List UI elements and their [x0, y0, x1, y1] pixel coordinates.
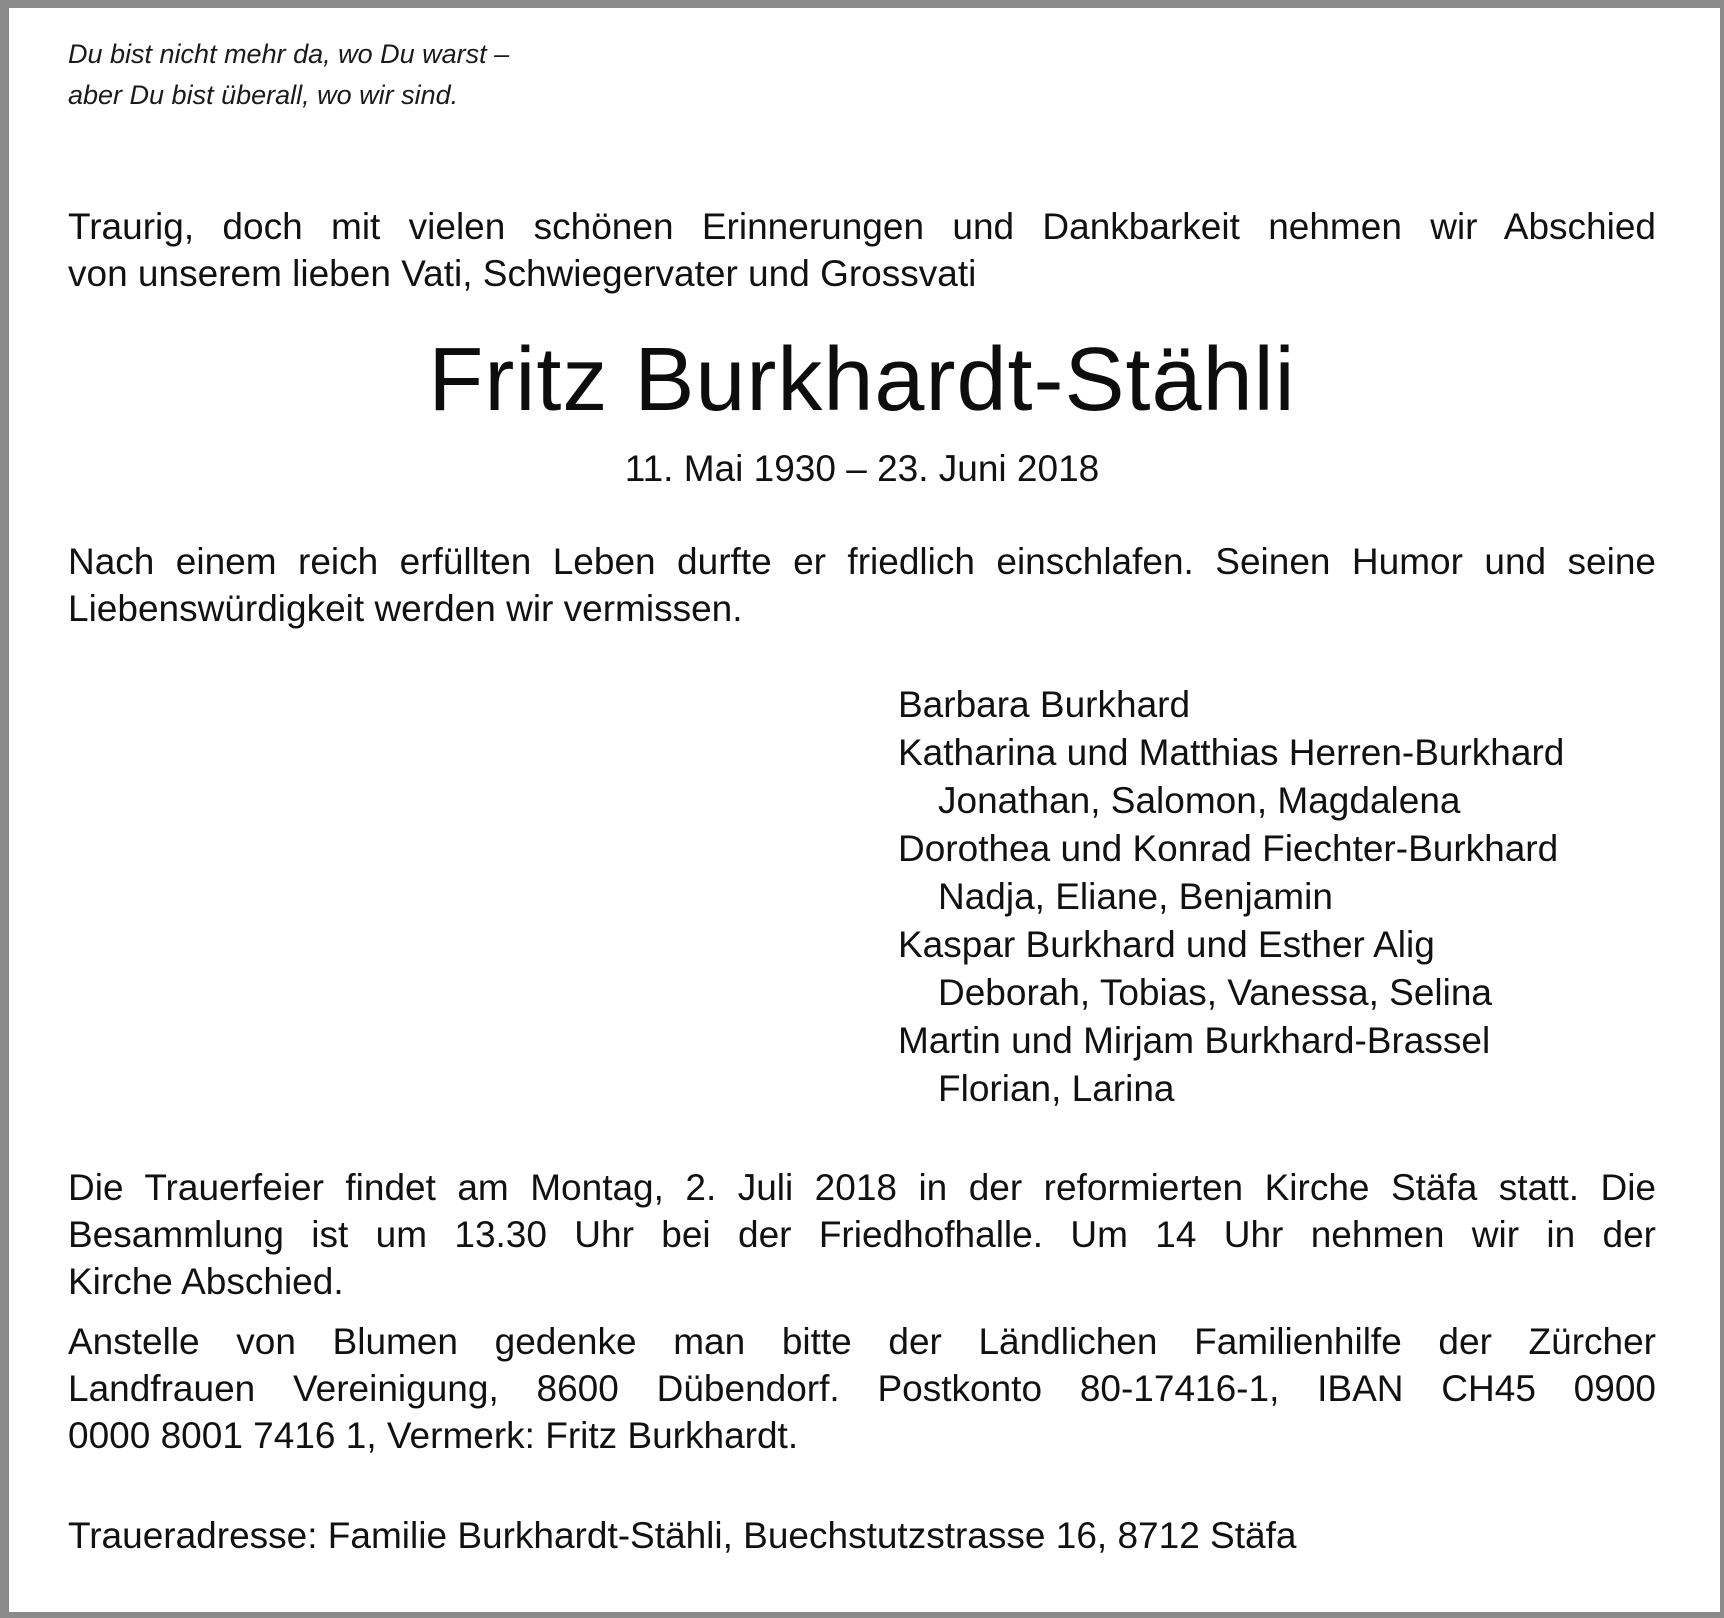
family-children: Jonathan, Salomon, Magdalena: [938, 780, 1461, 821]
family-children: Deborah, Tobias, Vanessa, Selina: [938, 972, 1492, 1013]
family-children: Nadja, Eliane, Benjamin: [938, 876, 1333, 917]
intro-line-1: Traurig, doch mit vielen schönen Erinnerungen und Dankbarkeit nehmen wir Abschied: [68, 206, 1656, 247]
intro-paragraph: [68, 203, 1656, 297]
family-members: Katharina und Matthias Herren-Burkhard: [898, 732, 1565, 773]
family-list: [898, 681, 1564, 1113]
family-members: Martin und Mirjam Burkhard-Brassel: [898, 1020, 1491, 1061]
motto-line-2: aber Du bist überall, wo wir sind.: [68, 80, 459, 110]
family-members: Dorothea und Konrad Fiechter-Burkhard: [898, 828, 1559, 869]
deceased-name: Fritz Burkhardt-Stähli: [428, 330, 1296, 430]
tribute-line-2: Liebenswürdigkeit werden wir vermissen.: [68, 588, 743, 629]
motto-line-1: Du bist nicht mehr da, wo Du warst –: [68, 39, 510, 69]
service-line-2: Besammlung ist um 13.30 Uhr bei der Friedhofhalle. Um 14 Uhr nehmen wir in der: [68, 1214, 1656, 1255]
motto-quote: [68, 34, 509, 116]
mourning-address: Traueradresse: Familie Burkhardt-Stähli, Buechstutzstrasse 16, 8712 Stäfa: [68, 1515, 1297, 1556]
donation-line-3: 0000 8001 7416 1, Vermerk: Fritz Burkhardt.: [68, 1415, 799, 1456]
donation-line-1: Anstelle von Blumen gedenke man bitte der Ländlichen Familienhilfe der Zürcher: [68, 1321, 1656, 1362]
service-paragraph: [68, 1164, 1656, 1305]
service-line-3: Kirche Abschied.: [68, 1261, 344, 1302]
life-dates: 11. Mai 1930 – 23. Juni 2018: [624, 448, 1100, 489]
family-members: Kaspar Burkhard und Esther Alig: [898, 924, 1435, 965]
donation-paragraph: [68, 1318, 1656, 1459]
intro-line-2: von unserem lieben Vati, Schwiegervater und Grossvati: [68, 253, 977, 294]
service-line-1: Die Trauerfeier findet am Montag, 2. Juli 2018 in der reformierten Kirche Stäfa statt. Die: [68, 1167, 1656, 1208]
tribute-paragraph: [68, 538, 1656, 632]
family-children: Florian, Larina: [938, 1068, 1175, 1109]
donation-line-2: Landfrauen Vereinigung, 8600 Dübendorf. Postkonto 80-17416-1, IBAN CH45 0900: [68, 1368, 1656, 1409]
tribute-line-1: Nach einem reich erfüllten Leben durfte er friedlich einschlafen. Seinen Humor und seine: [68, 541, 1656, 582]
family-members: Barbara Burkhard: [898, 684, 1191, 725]
